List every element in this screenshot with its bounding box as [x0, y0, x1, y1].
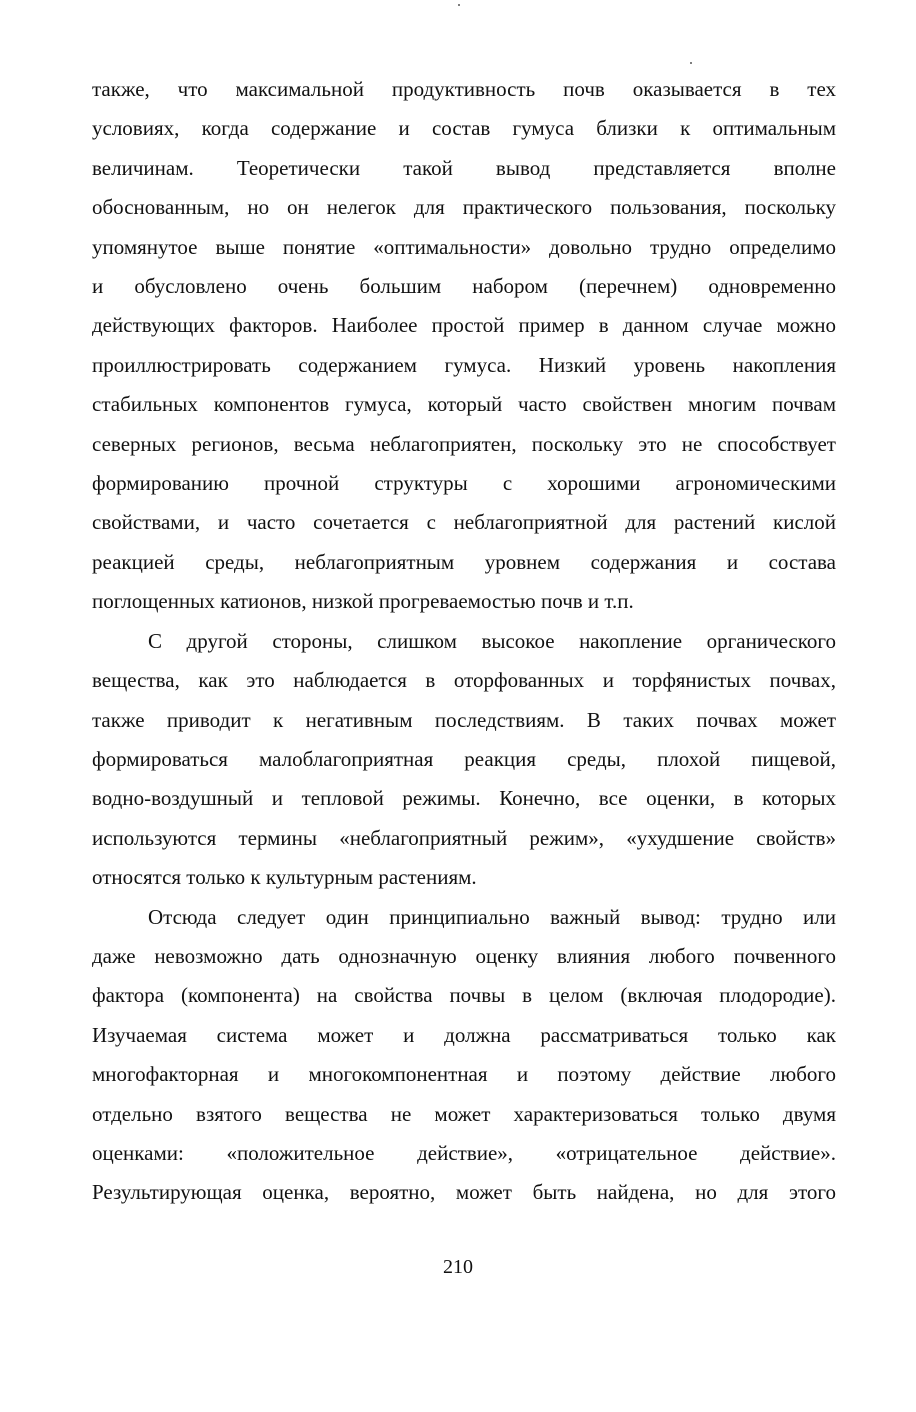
text-line: условиях, когда содержание и состав гумуса близки к оптимальным: [92, 116, 836, 141]
text-line: также, что максимальной продуктивность почв оказывается в тех: [92, 77, 836, 101]
text-line: стабильных компонентов гумуса, который часто свойствен многим почвам: [92, 392, 836, 417]
text-line: упомянутое выше понятие «оптимальности» довольно трудно определимо: [92, 234, 836, 259]
text-line: и обусловлено очень большим набором (перечнем) одновременно: [92, 274, 836, 299]
text-line: величинам. Теоретически такой вывод представляется вполне: [92, 155, 836, 180]
scan-speck: [458, 4, 460, 6]
scan-speck: [690, 62, 692, 64]
text-line: многофакторная и многокомпонентная и поэтому действие любого: [92, 1062, 836, 1087]
text-line: отдельно взятого вещества не может характеризоваться только двумя: [92, 1101, 836, 1126]
text-line: водно-воздушный и тепловой режимы. Конечно, все оценки, в которых: [92, 786, 836, 811]
text-line: свойствами, и часто сочетается с неблагоприятной для растений кислой: [92, 510, 836, 535]
text-line: С другой стороны, слишком высокое накопление органического: [148, 628, 836, 653]
text-line: обоснованным, но он нелегок для практического пользования, поскольку: [92, 195, 836, 220]
text-line: Результирующая оценка, вероятно, может быть найдена, но для этого: [92, 1180, 836, 1205]
paragraph-1: [92, 70, 836, 622]
text-line: вещества, как это наблюдается в оторфованных и торфянистых почвах,: [92, 668, 836, 693]
text-line: северных регионов, весьма неблагоприятен, поскольку это не способствует: [92, 431, 836, 456]
page-number: 210: [443, 1256, 473, 1278]
text-line: формированию прочной структуры с хорошими агрономическими: [92, 471, 836, 496]
text-line: действующих факторов. Наиболее простой пример в данном случае можно: [92, 313, 836, 338]
paragraph-3: [92, 898, 836, 1213]
text-line: проиллюстрировать содержанием гумуса. Низкий уровень накопления: [92, 352, 836, 377]
text-line: даже невозможно дать однозначную оценку влияния любого почвенного: [92, 943, 836, 968]
text-line: используются термины «неблагоприятный режим», «ухудшение свойств»: [92, 825, 836, 850]
text-line: относятся только к культурным растениям.: [92, 865, 477, 890]
body-text: [92, 70, 836, 1213]
text-line: оценками: «положительное действие», «отрицательное действие».: [92, 1140, 836, 1165]
text-line: поглощенных катионов, низкой прогреваемостью почв и т.п.: [92, 589, 634, 614]
text-line: Изучаемая система может и должна рассматриваться только как: [92, 1022, 836, 1047]
text-line: Отсюда следует один принципиально важный вывод: трудно или: [148, 904, 836, 929]
text-line: реакцией среды, неблагоприятным уровнем содержания и состава: [92, 549, 836, 574]
text-line: формироваться малоблагоприятная реакция среды, плохой пищевой,: [92, 746, 836, 771]
text-line: также приводит к негативным последствиям. В таких почвах может: [92, 707, 836, 732]
paragraph-2: [92, 622, 836, 898]
text-line: фактора (компонента) на свойства почвы в целом (включая плодородие).: [92, 983, 836, 1008]
